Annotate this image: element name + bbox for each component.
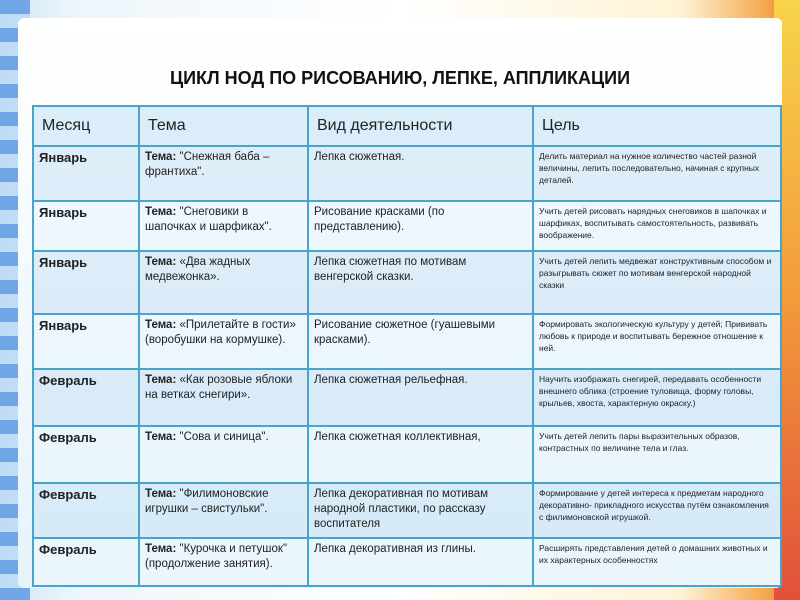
month-cell: Февраль — [33, 483, 139, 538]
theme-text: «Как розовые яблоки на ветках снегири». — [145, 374, 293, 401]
theme-text: «Прилетайте в гости» (воробушки на кормушке). — [145, 319, 296, 346]
theme-label: Тема: — [145, 206, 177, 218]
theme-label: Тема: — [145, 256, 177, 268]
month-cell: Февраль — [33, 426, 139, 483]
activity-cell: Рисование сюжетное (гуашевыми красками). — [308, 314, 533, 369]
activity-cell: Рисование красками (по представлению). — [308, 201, 533, 251]
month-cell: Январь — [33, 251, 139, 314]
theme-label: Тема: — [145, 543, 177, 555]
plan-table — [32, 105, 782, 587]
header-theme: Тема — [139, 106, 308, 146]
activity-cell: Лепка декоративная из глины. — [308, 538, 533, 586]
goal-cell: Формировать экологическую культуру у детей; Прививать любовь к природе и воспитывать бережное отношение к ней. — [533, 314, 781, 369]
table-row — [33, 146, 781, 201]
table-row — [33, 538, 781, 586]
theme-label: Тема: — [145, 431, 177, 443]
theme-label: Тема: — [145, 151, 177, 163]
goal-cell: Учить детей лепить пары выразительных образов, контрастных по величине тела и глаз. — [533, 426, 781, 483]
month-cell: Январь — [33, 314, 139, 369]
theme-label: Тема: — [145, 319, 177, 331]
month-cell: Февраль — [33, 369, 139, 426]
theme-cell — [139, 483, 308, 538]
goal-cell: Делить материал на нужное количество частей разной величины, лепить последовательно, начиная с крупных деталей. — [533, 146, 781, 201]
theme-cell — [139, 369, 308, 426]
theme-text: "Снеговики в шапочках и шарфиках". — [145, 206, 272, 233]
goal-cell: Учить детей лепить медвежат конструктивным способом и разыгрывать сюжет по мотивам венгерской народной сказки — [533, 251, 781, 314]
month-cell: Февраль — [33, 538, 139, 586]
goal-cell: Формирование у детей интереса к предметам народного декоративно- прикладного искусства путём ознакомления с филимоновской игрушкой. — [533, 483, 781, 538]
activity-cell: Лепка сюжетная коллективная, — [308, 426, 533, 483]
activity-cell: Лепка сюжетная по мотивам венгерской сказки. — [308, 251, 533, 314]
table-row — [33, 426, 781, 483]
theme-text: "Снежная баба – франтиха". — [145, 151, 270, 178]
theme-cell — [139, 201, 308, 251]
header-activity: Вид деятельности — [308, 106, 533, 146]
goal-cell: Расширять представления детей о домашних животных и их характерных особенностях — [533, 538, 781, 586]
theme-text: "Филимоновские игрушки – свистульки". — [145, 488, 269, 515]
table-header — [33, 106, 781, 146]
month-cell: Январь — [33, 201, 139, 251]
theme-text: «Два жадных медвежонка». — [145, 256, 251, 283]
table-row — [33, 251, 781, 314]
activity-cell: Лепка декоративная по мотивам народной пластики, по рассказу воспитателя — [308, 483, 533, 538]
goal-cell: Учить детей рисовать нарядных снеговиков в шапочках и шарфиках, воспитывать самостоятельность, развивать воображение. — [533, 201, 781, 251]
activity-cell: Лепка сюжетная рельефная. — [308, 369, 533, 426]
theme-cell — [139, 426, 308, 483]
theme-text: "Сова и синица". — [179, 431, 269, 443]
theme-cell — [139, 146, 308, 201]
activity-cell: Лепка сюжетная. — [308, 146, 533, 201]
theme-cell — [139, 251, 308, 314]
theme-label: Тема: — [145, 374, 177, 386]
page-title: ЦИКЛ НОД ПО РИСОВАНИЮ, ЛЕПКЕ, АППЛИКАЦИИ — [169, 68, 631, 88]
theme-cell — [139, 538, 308, 586]
table-row — [33, 201, 781, 251]
month-cell: Январь — [33, 146, 139, 201]
header-month: Месяц — [33, 106, 139, 146]
table-row — [33, 483, 781, 538]
theme-label: Тема: — [145, 488, 177, 500]
header-goal: Цель — [533, 106, 781, 146]
goal-cell: Научить изображать снегирей, передавать особенности внешнего облика (строение туловища, форму головы, крыльев, хвоста, характерную окраску.) — [533, 369, 781, 426]
theme-cell — [139, 314, 308, 369]
table-row — [33, 369, 781, 426]
table-row — [33, 314, 781, 369]
theme-text: "Курочка и петушок" (продолжение занятия). — [145, 543, 288, 570]
